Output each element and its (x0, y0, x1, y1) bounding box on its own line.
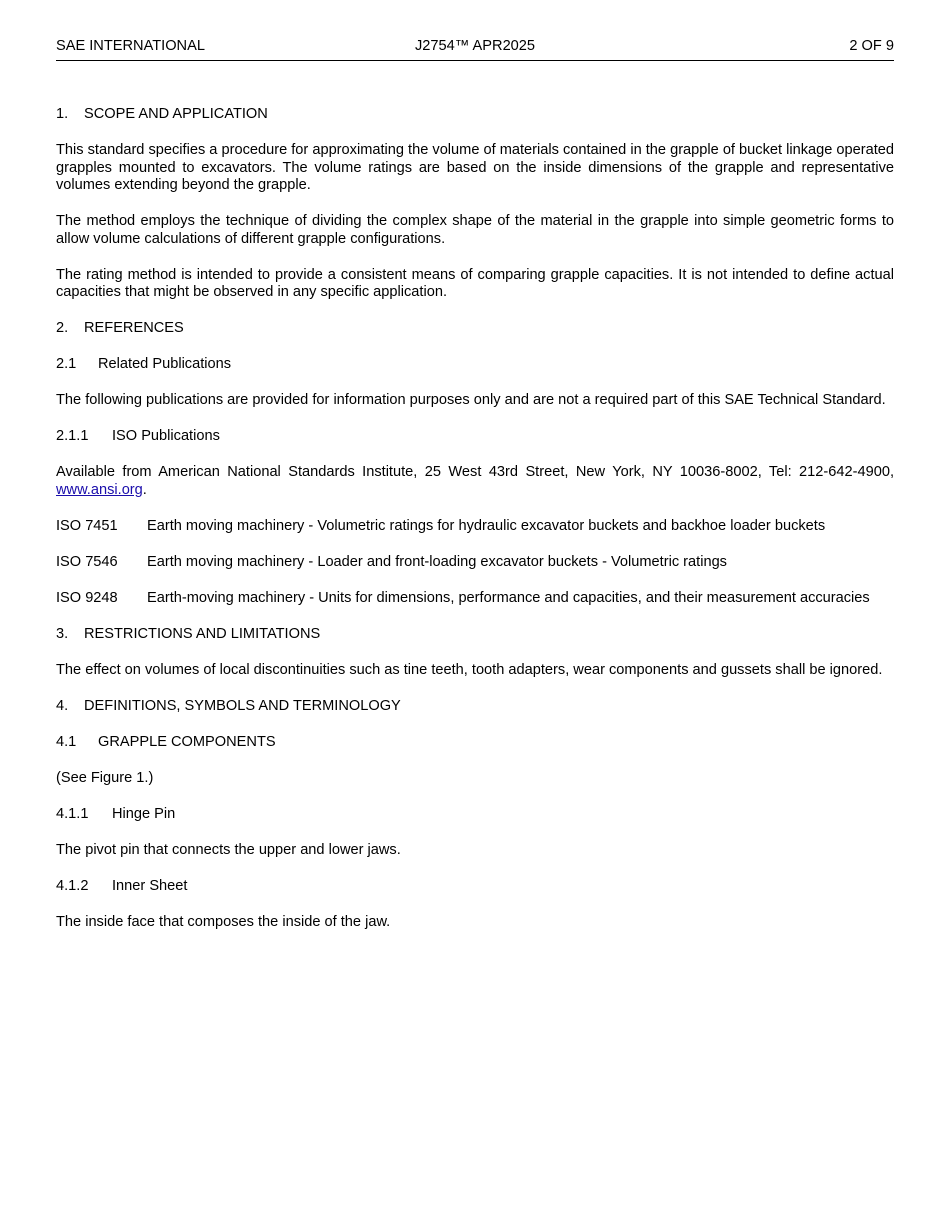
reference-title: Earth-moving machinery - Units for dimensions, performance and capacities, and their measurement accuracies (147, 589, 870, 606)
ansi-availability-paragraph (56, 464, 894, 499)
section-4-1-2-heading (56, 878, 894, 896)
page-header (56, 38, 894, 61)
section-title: Related Publications (98, 356, 232, 372)
paragraph: The inside face that composes the inside of the jaw. (56, 913, 391, 930)
section-2-1-heading (56, 356, 894, 374)
reference-title: Earth moving machinery - Loader and front-loading excavator buckets - Volumetric ratings (147, 553, 727, 570)
section-2-1-1-heading (56, 428, 894, 446)
section-4-1-1-heading (56, 806, 894, 824)
paragraph: The following publications are provided for information purposes only and are not a required part of this SAE Technical Standard. (56, 392, 886, 408)
section-title: SCOPE AND APPLICATION (84, 106, 268, 122)
section-number: 2.1.1 (56, 428, 89, 444)
reference-code: ISO 9248 (56, 589, 118, 606)
section-title: ISO Publications (112, 428, 220, 444)
section-title: Inner Sheet (112, 877, 188, 894)
section-number: 4.1.1 (56, 805, 89, 822)
reference-row (56, 590, 894, 608)
section-number: 4.1.2 (56, 877, 89, 894)
reference-code: ISO 7546 (56, 553, 118, 570)
section-1-heading (56, 106, 894, 124)
ansi-website-link[interactable]: www.ansi.org (56, 481, 143, 498)
section-title: Hinge Pin (112, 805, 176, 822)
section-number: 4. (56, 697, 69, 714)
header-page-number: 2 OF 9 (849, 38, 894, 54)
section-number: 2.1 (56, 356, 77, 372)
paragraph-text: Available from American National Standards Institute, 25 West 43rd Street, New York, NY 10036-8002, Tel: 212-642-4900, (56, 464, 894, 480)
section-4-heading (56, 698, 894, 716)
paragraph: (See Figure 1.) (56, 769, 154, 786)
section-number: 4.1 (56, 733, 77, 750)
header-organization: SAE INTERNATIONAL (56, 38, 205, 54)
paragraph: The effect on volumes of local discontinuities such as tine teeth, tooth adapters, wear components and gussets shall be ignored. (56, 661, 883, 678)
section-3-heading (56, 626, 894, 644)
section-4-1-heading (56, 734, 894, 752)
section-number: 3. (56, 625, 69, 642)
section-title: RESTRICTIONS AND LIMITATIONS (84, 625, 321, 642)
section-number: 2. (56, 320, 69, 336)
header-document-id: J2754™ APR2025 (414, 38, 536, 54)
paragraph-text-end: . (142, 481, 147, 498)
section-title: GRAPPLE COMPONENTS (98, 733, 276, 750)
paragraph: This standard specifies a procedure for approximating the volume of materials contained in the grapple of bucket linkage operated grapples mounted to excavators. The volume ratings are based on the inside dimensions of the grapple and representative volumes extending beyond the grapple. (56, 142, 895, 193)
reference-row (56, 554, 894, 572)
document-body (56, 106, 894, 950)
reference-title: Earth moving machinery - Volumetric ratings for hydraulic excavator buckets and backhoe loader buckets (147, 517, 826, 534)
section-title: REFERENCES (84, 320, 184, 336)
paragraph: The pivot pin that connects the upper and lower jaws. (56, 841, 401, 858)
reference-row (56, 518, 894, 536)
paragraph: The rating method is intended to provide a consistent means of comparing grapple capacities. It is not intended to define actual capacities that might be observed in any specific application. (56, 266, 894, 300)
section-2-heading (56, 320, 894, 338)
reference-code: ISO 7451 (56, 517, 118, 534)
section-number: 1. (56, 106, 69, 122)
paragraph: The method employs the technique of dividing the complex shape of the material in the grapple into simple geometric forms to allow volume calculations of different grapple configurations. (56, 213, 894, 247)
section-title: DEFINITIONS, SYMBOLS AND TERMINOLOGY (84, 697, 401, 714)
